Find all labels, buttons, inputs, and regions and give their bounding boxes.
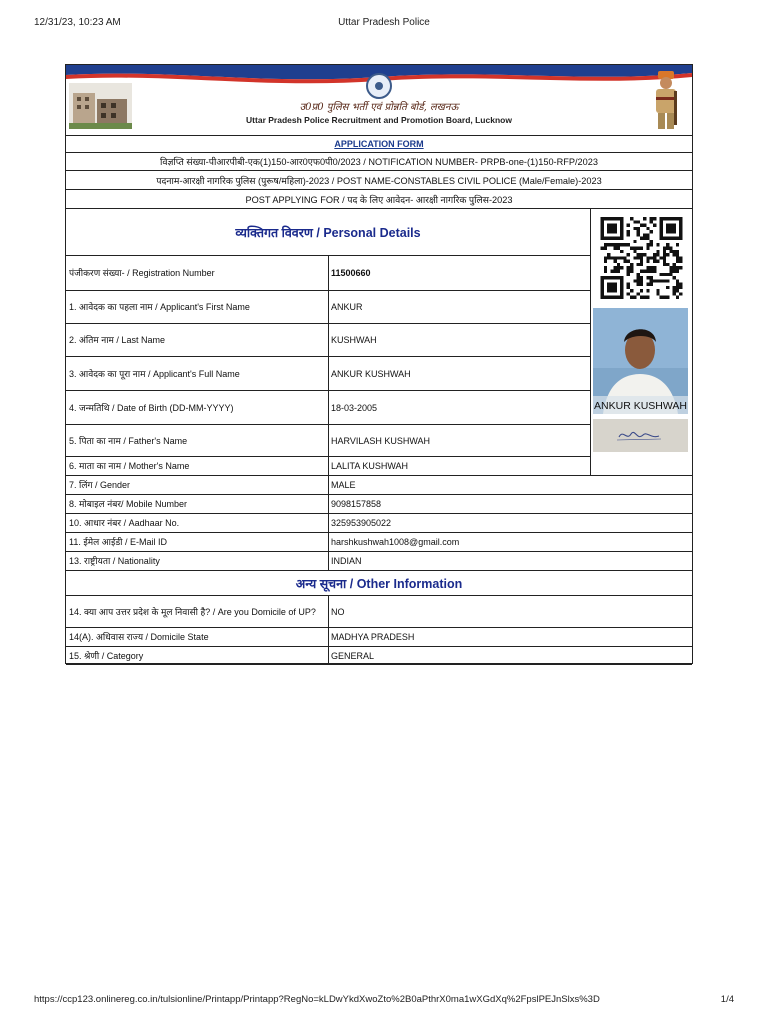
personal-detail-value: 11500660: [331, 268, 371, 278]
personal-detail-value: INDIAN: [331, 556, 362, 566]
personal-detail-label: 6. माता का नाम / Mother's Name: [69, 461, 190, 471]
column-divider: [328, 514, 329, 532]
column-divider: [328, 476, 329, 494]
personal-detail-row: [66, 552, 692, 571]
qr-code: [599, 217, 684, 299]
other-detail-label: 14. क्या आप उत्तर प्रदेश के मूल निवासी है? / Are you Domicile of UP?: [69, 606, 316, 617]
column-divider: [328, 425, 329, 456]
empty-side-cell: [590, 457, 692, 476]
print-header: [0, 17, 768, 31]
personal-detail-value: ANKUR: [331, 302, 363, 312]
column-divider: [328, 357, 329, 390]
personal-detail-value: MALE: [331, 480, 356, 490]
personal-detail-row: [66, 291, 590, 324]
personal-detail-value: KUSHWAH: [331, 335, 377, 345]
personal-detail-label: 5. पिता का नाम / Father's Name: [69, 435, 188, 446]
application-form-heading-row: [66, 135, 692, 153]
column-divider: [328, 291, 329, 323]
personal-detail-value: ANKUR KUSHWAH: [331, 368, 411, 379]
applicant-signature: [593, 419, 688, 452]
personal-detail-label: पंजीकरण संख्या- / Registration Number: [69, 268, 215, 278]
other-information-title: अन्य सूचना / Other Information: [295, 576, 463, 591]
personal-detail-label: 7. लिंग / Gender: [69, 480, 131, 490]
other-detail-value: MADHYA PRADESH: [331, 632, 415, 642]
board-title-hindi: उ0प्र0 पुलिस भर्ती एवं प्रोन्नति बोर्ड, लखनऊ: [299, 102, 459, 113]
up-police-emblem-icon: [366, 73, 392, 99]
photo-column-divider: [590, 209, 591, 457]
column-divider: [328, 457, 329, 475]
print-title: Uttar Pradesh Police: [338, 17, 430, 28]
application-form-title: APPLICATION FORM: [334, 138, 424, 149]
column-divider: [328, 391, 329, 424]
other-detail-label: 14(A). अधिवास राज्य / Domicile State: [69, 632, 209, 642]
personal-detail-row: [66, 514, 692, 533]
other-detail-value: GENERAL: [331, 650, 375, 661]
notification-number: विज्ञप्ति संख्या-पीआरपीबी-एक(1)150-आर0एफ0पी0/2023 / NOTIFICATION NUMBER- PRPB-one-(1)150-RFP/2023: [160, 157, 598, 167]
column-divider: [328, 628, 329, 646]
board-title-english: Uttar Pradesh Police Recruitment and Promotion Board, Lucknow: [246, 115, 512, 125]
page-number: 1/4: [720, 994, 734, 1005]
post-applying-row: [66, 190, 692, 209]
applicant-photo: [593, 308, 688, 414]
personal-detail-row: [66, 457, 590, 476]
notification-number-row: [66, 153, 692, 171]
personal-detail-row: [66, 357, 590, 391]
personal-detail-label: 4. जन्मतिथि / Date of Birth (DD-MM-YYYY): [69, 402, 234, 413]
column-divider: [328, 256, 329, 290]
personal-details-title: व्यक्तिगत विवरण / Personal Details: [235, 225, 421, 240]
personal-detail-value: 18-03-2005: [331, 402, 378, 413]
print-footer: [0, 994, 768, 1008]
post-name: पदनाम-आरक्षी नागरिक पुलिस (पुरूष/महिला)-2023 / POST NAME-CONSTABLES CIVIL POLICE (Male/Female)-2023: [156, 175, 602, 186]
other-information-heading: [66, 571, 692, 596]
post-name-row: [66, 171, 692, 190]
other-detail-row: [66, 628, 692, 647]
page-url: https://ccp123.onlinereg.co.in/tulsionline/Printapp/Printapp?RegNo=kLDwYkdXwoZto%2B0aPthrX0ma1wXGdXq%2FpslPEJnSlxs%3D: [34, 994, 600, 1005]
personal-detail-row: [66, 533, 692, 552]
personal-detail-label: 1. आवेदक का पहला नाम / Applicant's First Name: [69, 302, 250, 312]
personal-detail-value: HARVILASH KUSHWAH: [331, 435, 431, 446]
column-divider: [328, 495, 329, 513]
personal-detail-row: [66, 324, 590, 357]
personal-detail-value: 325953905022: [331, 518, 392, 528]
column-divider: [328, 596, 329, 627]
print-timestamp: 12/31/23, 10:23 AM: [34, 17, 121, 28]
police-officer-figure: [644, 69, 688, 131]
other-detail-row: [66, 596, 692, 628]
personal-detail-label: 2. अंतिम नाम / Last Name: [69, 335, 165, 345]
column-divider: [328, 533, 329, 551]
post-applying-for: POST APPLYING FOR / पद के लिए आवेदन- आरक्षी नागरिक पुलिस-2023: [245, 194, 513, 205]
other-detail-row: [66, 647, 692, 665]
personal-detail-value: 9098157858: [331, 499, 382, 509]
personal-detail-row: [66, 495, 692, 514]
personal-detail-label: 8. मोबाइल नंबर/ Mobile Number: [69, 499, 188, 509]
personal-detail-label: 10. आधार नंबर / Aadhaar No.: [69, 518, 180, 528]
personal-details-heading: [66, 209, 590, 256]
column-divider: [328, 647, 329, 664]
personal-detail-value: harshkushwah1008@gmail.com: [331, 537, 460, 547]
board-banner: [66, 65, 692, 136]
other-detail-label: 15. श्रेणी / Category: [69, 650, 144, 661]
other-detail-value: NO: [331, 606, 345, 617]
column-divider: [328, 324, 329, 356]
application-form: [65, 64, 693, 664]
personal-detail-label: 13. राष्ट्रीयता / Nationality: [69, 556, 160, 566]
personal-detail-row: [66, 425, 590, 457]
personal-detail-row: [66, 476, 692, 495]
personal-detail-label: 11. ईमेल आईडी / E-Mail ID: [69, 537, 168, 547]
column-divider: [328, 552, 329, 570]
personal-detail-label: 3. आवेदक का पूरा नाम / Applicant's Full Name: [69, 368, 240, 379]
photo-caption: ANKUR KUSHWAH: [594, 400, 687, 412]
personal-detail-row: [66, 391, 590, 425]
personal-detail-row: [66, 256, 590, 291]
personal-detail-value: LALITA KUSHWAH: [331, 461, 409, 471]
